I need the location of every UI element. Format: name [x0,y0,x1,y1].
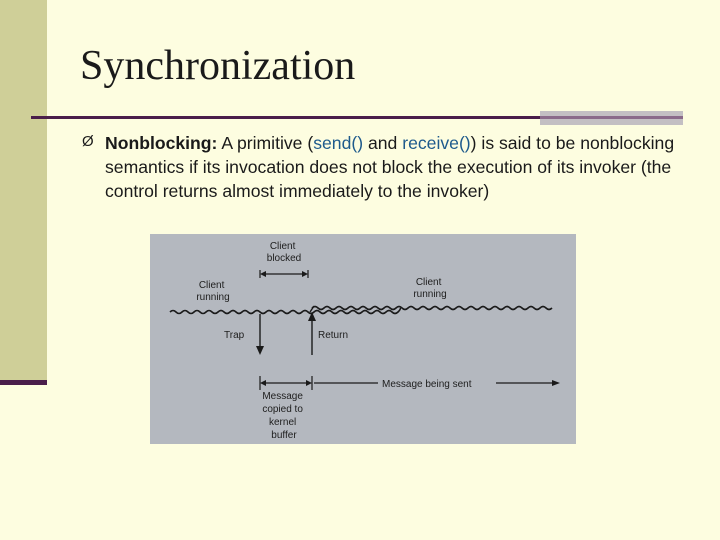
bullet-text-part-2: and [363,133,403,153]
message-copied-label-3: kernel [268,417,297,428]
message-copied-label-4: buffer [271,430,297,441]
nonblocking-diagram-photo [150,234,576,444]
nonblocking-diagram [150,234,576,444]
client-running-line-right [312,307,552,310]
send-keyword: send() [313,133,364,153]
slide-title: Synchronization [80,43,356,89]
trap-label: Trap [224,330,245,341]
message-being-sent-label: Message being sent [382,379,472,390]
left-accent-bar [0,0,47,383]
svg-text:Message copied to [262,391,305,441]
client-running-left-label-1: Client [198,280,225,291]
client-blocked-label-2: blocked [266,253,302,264]
left-accent-bar-end [0,380,47,385]
receive-keyword: receive() [402,133,471,153]
client-running-left-label-2: running [196,292,230,303]
title-divider [31,116,540,119]
client-running-right-label-2: running [413,289,447,300]
message-copied-label-1: Message [262,391,303,402]
bullet-text-part-3: ) is said to be nonblocking semantics if its invocation does not block the execution of its invoker (the control returns almost immediately to the invoker) [105,133,675,201]
return-label: Return [318,330,349,341]
svg-text:Client blocked [267,241,301,264]
svg-text:Client running [196,280,229,303]
message-copied-label-2: copied to [262,404,303,415]
bullet-text-part-1: A primitive ( [217,133,314,153]
bullet-text [105,131,680,203]
bullet-label: Nonblocking: [105,133,218,153]
client-running-right-label-1: Client [415,277,442,288]
bullet-arrow-icon: Ø [82,133,94,150]
title-divider-accent-line [540,116,683,119]
svg-text:Client running [413,277,446,300]
client-blocked-label-1: Client [269,241,296,252]
